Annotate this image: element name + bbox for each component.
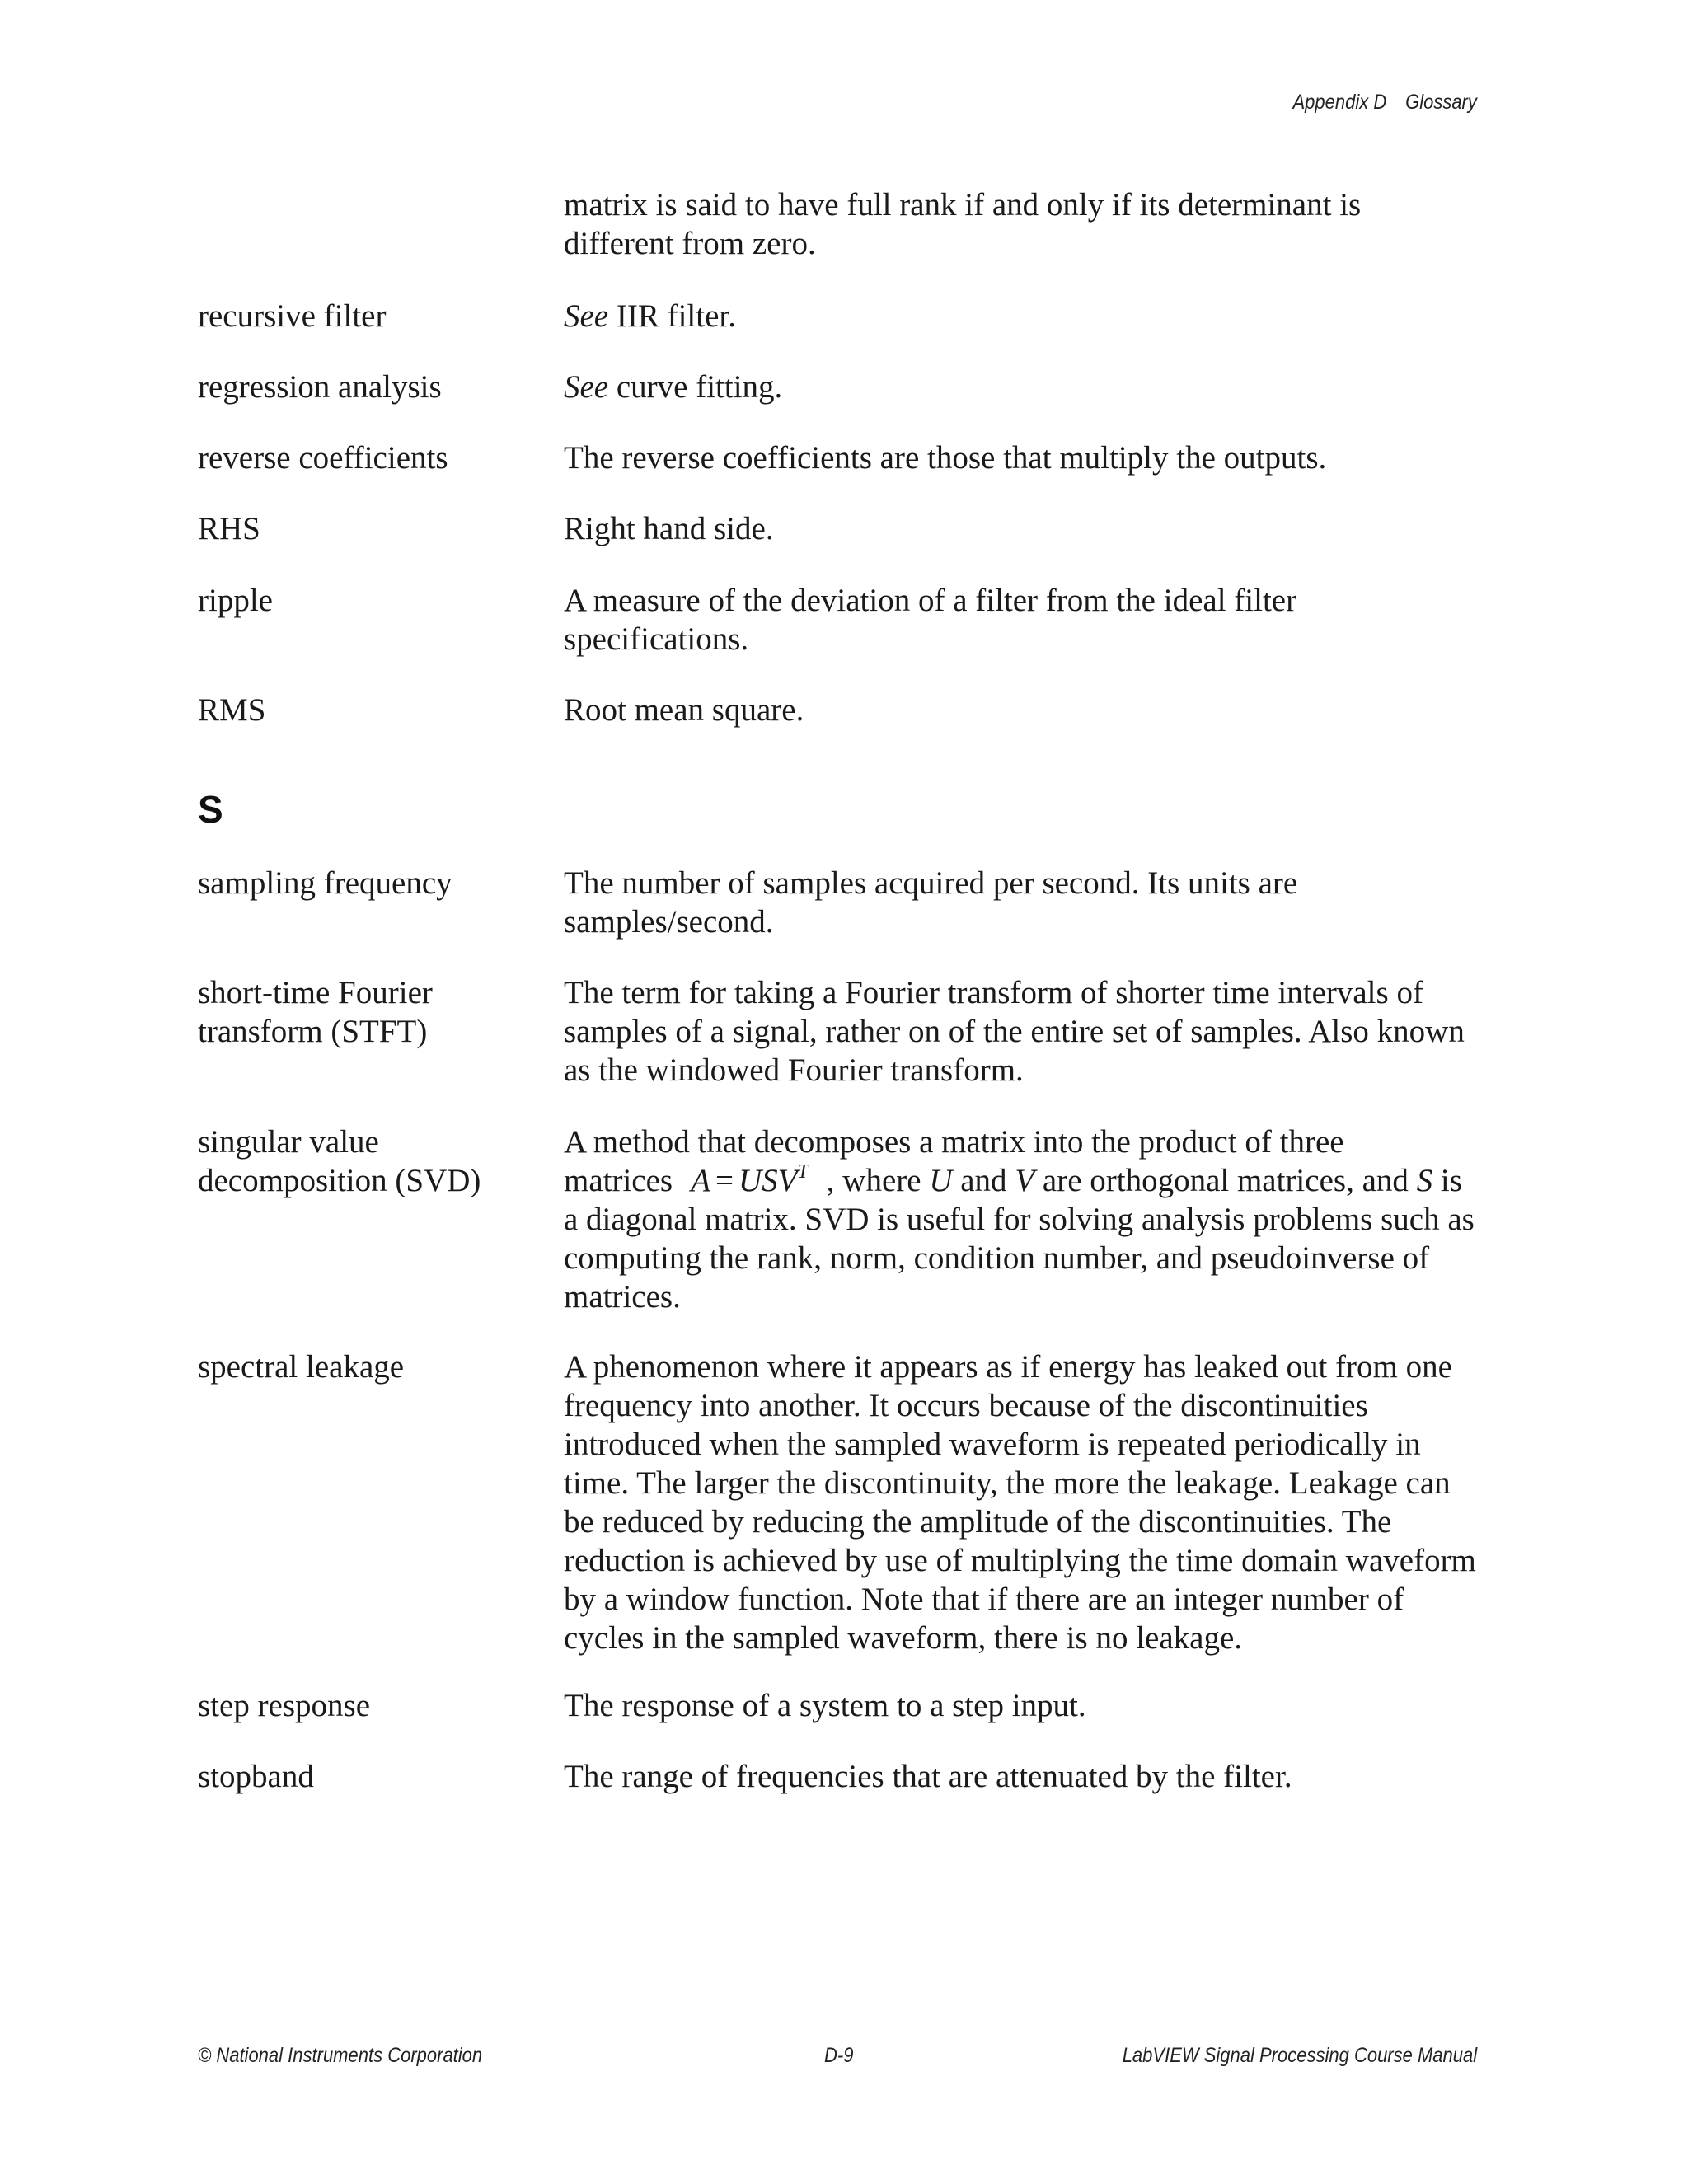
glossary-term: recursive filter bbox=[198, 298, 387, 334]
glossary-term: stopband bbox=[198, 1759, 314, 1794]
running-head-chapter: Appendix D bbox=[1292, 91, 1387, 114]
footer-page-number: D-9 bbox=[824, 2044, 854, 2067]
footer-copyright: © National Instruments Corporation bbox=[198, 2044, 483, 2067]
footer-manual-title: LabVIEW Signal Processing Course Manual bbox=[1122, 2044, 1477, 2067]
running-head-section: Glossary bbox=[1405, 91, 1477, 114]
glossary-definition: A method that decomposes a matrix into the product of three matrices $A = USV^T$ , where U and V are orthogonal matrices, and S is a diagonal matrix. SVD is useful for solving analysis problems such as computing the rank, norm, condition number, and pseudoinverse of matrices. bbox=[564, 1124, 1475, 1315]
glossary-definition: The reverse coefficients are those that multiply the outputs. bbox=[564, 440, 1327, 476]
glossary-definition: A measure of the deviation of a filter from the ideal filter specifications. bbox=[564, 583, 1297, 657]
glossary-definition: matrix is said to have full rank if and only if its determinant is different from zero. bbox=[564, 187, 1362, 261]
glossary-term: short-time Fourier transform (STFT) bbox=[198, 975, 433, 1049]
glossary-term: regression analysis bbox=[198, 369, 442, 405]
glossary-definition: The term for taking a Fourier transform of shorter time intervals of samples of a signal, rather on of the entire set of samples. Also known as the windowed Fourier transform. bbox=[564, 975, 1465, 1088]
glossary-term: step response bbox=[198, 1688, 371, 1723]
glossary-term: singular value decomposition (SVD) bbox=[198, 1124, 481, 1198]
glossary-term: spectral leakage bbox=[198, 1349, 405, 1385]
glossary-term: sampling frequency bbox=[198, 865, 452, 901]
glossary-definition: A phenomenon where it appears as if energy has leaked out from one frequency into another. It occurs because of the discontinuities introduced when the sampled waveform is repeated periodically in time. The larger the discontinuity, the more the leakage. Leakage can be reduced by reducing the amplitude of the discontinuities. The reduction is achieved by use of multiplying the time domain waveform by a window function. Note that if there are an integer number of cycles in the sampled waveform, there is no leakage. bbox=[564, 1349, 1476, 1656]
glossary-definition: Root mean square. bbox=[564, 692, 804, 728]
glossary-term: RHS bbox=[198, 511, 260, 546]
glossary-definition: The range of frequencies that are attenuated by the filter. bbox=[564, 1759, 1292, 1794]
running-head bbox=[1293, 91, 1477, 115]
section-letter-heading: S bbox=[198, 788, 223, 831]
svd-equation: $A = USV^T$ bbox=[691, 1161, 809, 1198]
glossary-definition: The number of samples acquired per second. Its units are samples/second. bbox=[564, 865, 1298, 940]
glossary-definition: See IIR filter. bbox=[564, 298, 737, 334]
glossary-definition: The response of a system to a step input. bbox=[564, 1688, 1086, 1723]
glossary-definition: See curve fitting. bbox=[564, 369, 783, 405]
see-reference: See bbox=[564, 298, 609, 334]
see-reference: See bbox=[564, 369, 609, 405]
glossary-definition: Right hand side. bbox=[564, 511, 774, 546]
glossary-term: RMS bbox=[198, 692, 266, 728]
glossary-term: ripple bbox=[198, 583, 273, 618]
glossary-term: reverse coefficients bbox=[198, 440, 448, 476]
